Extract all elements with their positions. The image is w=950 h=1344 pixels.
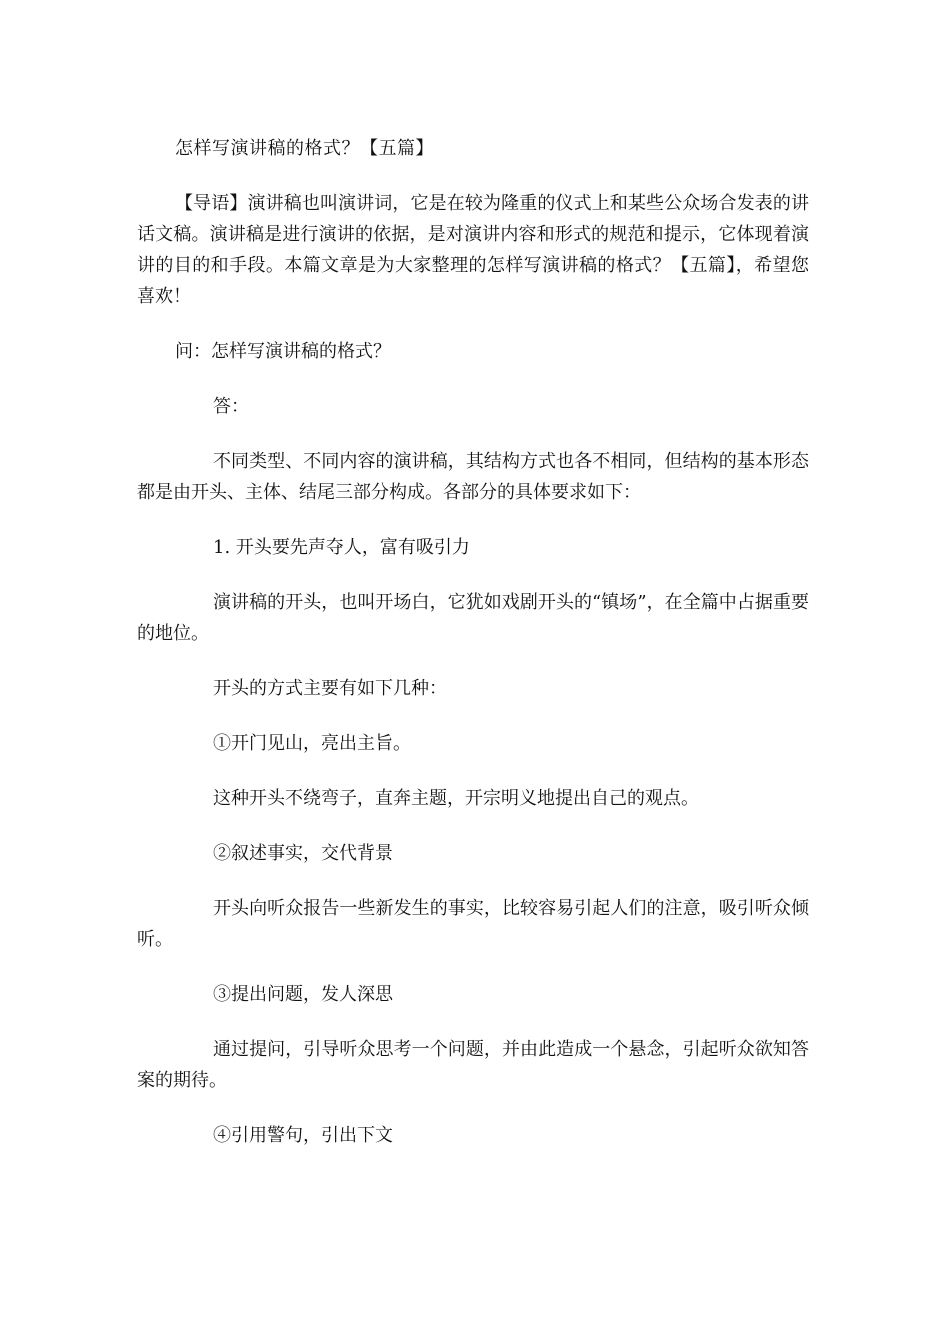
body-paragraph: 通过提问，引导听众思考一个问题，并由此造成一个悬念，引起听众欲知答案的期待。 (137, 1039, 809, 1091)
intro-paragraph: 【导语】演讲稿也叫演讲词，它是在较为隆重的仪式上和某些公众场合发表的讲话文稿。演讲稿是进行演讲的依据，是对演讲内容和形式的规范和提示，它体现着演讲的目的和手段。本篇文章是为大家整理的怎样写演讲稿的格式？【五篇】，希望您喜欢！ (137, 193, 809, 307)
body-paragraph: 不同类型、不同内容的演讲稿，其结构方式也各不相同，但结构的基本形态都是由开头、主体、结尾三部分构成。各部分的具体要求如下： (137, 451, 809, 503)
document-title: 怎样写演讲稿的格式？【五篇】 (175, 138, 434, 159)
body-paragraph: 这种开头不绕弯子，直奔主题，开宗明义地提出自己的观点。 (213, 788, 699, 809)
answer-label: 答： (213, 396, 249, 417)
document-body (137, 133, 809, 1175)
list-item-heading: ②叙述事实，交代背景 (213, 843, 393, 864)
section-heading: 1. 开头要先声夺人，富有吸引力 (213, 537, 470, 558)
list-item-heading: ①开门见山，亮出主旨。 (213, 733, 411, 754)
body-paragraph: 开头的方式主要有如下几种： (213, 678, 447, 699)
list-item-heading: ③提出问题，发人深思 (213, 984, 393, 1005)
body-paragraph: 开头向听众报告一些新发生的事实，比较容易引起人们的注意，吸引听众倾听。 (137, 898, 809, 950)
body-paragraph: 演讲稿的开头，也叫开场白，它犹如戏剧开头的“镇场”，在全篇中占据重要的地位。 (137, 592, 809, 644)
list-item-heading: ④引用警句，引出下文 (213, 1125, 393, 1146)
question-line: 问：怎样写演讲稿的格式？ (175, 341, 391, 362)
